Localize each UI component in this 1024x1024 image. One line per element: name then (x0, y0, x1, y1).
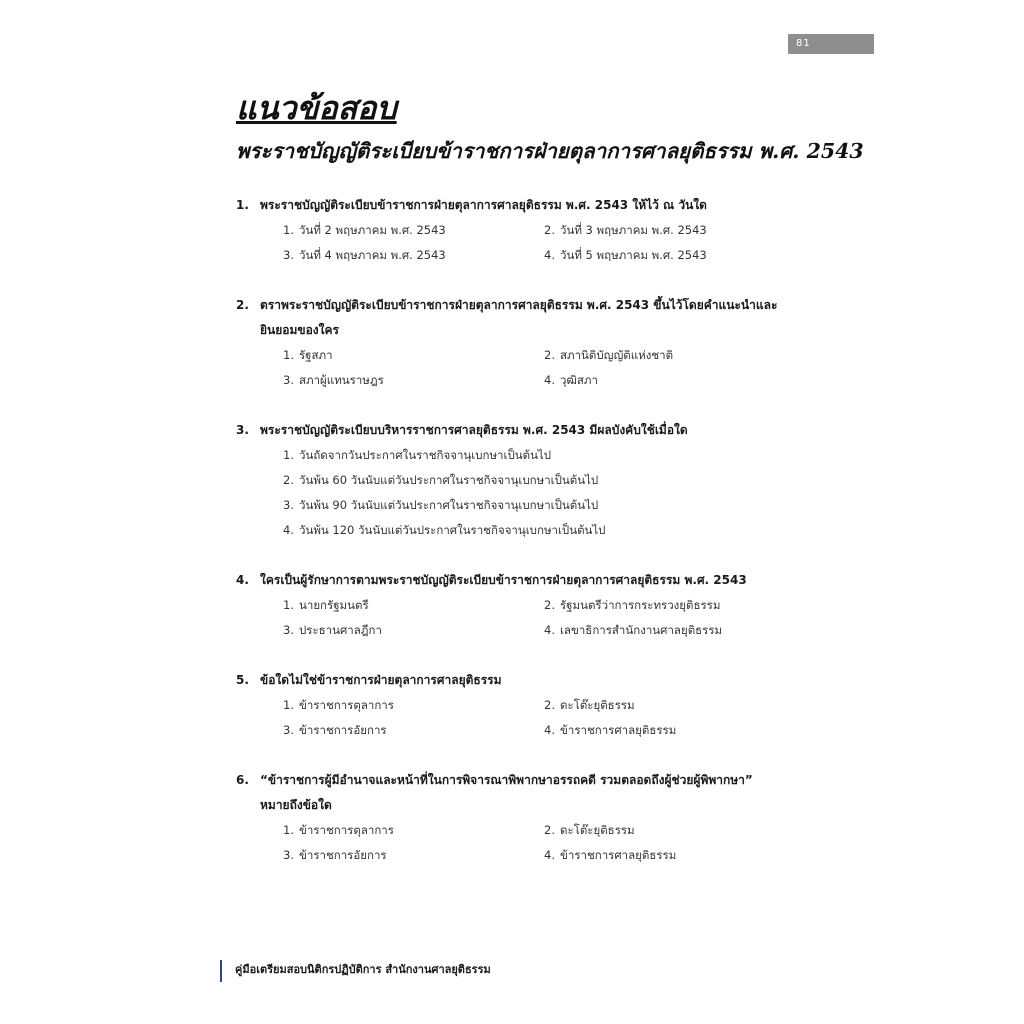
option-text: ข้าราชการศาลยุติธรรม (560, 848, 677, 862)
question-item (236, 293, 796, 393)
question-stem (236, 418, 796, 443)
option-text: วันพ้น 120 วันนับแต่วันประกาศในราชกิจจานุเบกษาเป็นต้นไป (299, 523, 606, 537)
answer-options (236, 218, 796, 268)
question-stem (236, 768, 796, 793)
answer-option (283, 468, 796, 493)
question-stem (236, 193, 796, 218)
option-text: ดะโต๊ะยุติธรรม (560, 698, 635, 712)
answer-option (283, 443, 796, 468)
option-number: 1. (283, 698, 294, 712)
option-number: 3. (283, 498, 294, 512)
question-stem (236, 318, 796, 343)
option-number: 2. (544, 223, 555, 237)
footer-text: คู่มือเตรียมสอบนิติกรปฏิบัติการ สำนักงานศาลยุติธรรม (235, 963, 491, 976)
option-text: ข้าราชการตุลาการ (299, 698, 394, 712)
answer-options (236, 443, 796, 543)
answer-option (283, 618, 544, 643)
question-number: 3. (236, 423, 249, 437)
option-number: 3. (283, 848, 294, 862)
answer-option (544, 843, 784, 868)
answer-option (544, 243, 784, 268)
option-number: 3. (283, 248, 294, 262)
question-number: 1. (236, 198, 249, 212)
answer-option (283, 818, 544, 843)
option-number: 1. (283, 823, 294, 837)
option-text: รัฐสภา (299, 348, 333, 362)
footer-accent-bar (220, 960, 222, 982)
answer-option (283, 843, 544, 868)
option-number: 2. (544, 823, 555, 837)
answer-option (544, 618, 784, 643)
question-text: ยินยอมของใคร (260, 323, 339, 337)
question-stem (236, 293, 796, 318)
answer-option (283, 218, 544, 243)
question-stem (236, 668, 796, 693)
question-item (236, 768, 796, 868)
option-number: 1. (283, 223, 294, 237)
answer-option (283, 693, 544, 718)
question-number: 2. (236, 298, 249, 312)
question-text: ข้อใดไม่ใช่ข้าราชการฝ่ายตุลาการศาลยุติธรรม (260, 673, 502, 687)
question-item (236, 568, 796, 643)
option-number: 2. (544, 598, 555, 612)
answer-option (544, 218, 784, 243)
question-number (236, 793, 260, 818)
option-text: วุฒิสภา (560, 373, 598, 387)
answer-options (236, 593, 796, 643)
answer-option (283, 343, 544, 368)
option-text: วันที่ 2 พฤษภาคม พ.ศ. 2543 (299, 223, 446, 237)
page-number-badge: 81 (788, 34, 874, 54)
option-number: 4. (544, 623, 555, 637)
answer-options (236, 818, 796, 868)
option-number: 4. (544, 373, 555, 387)
option-text: วันพ้น 60 วันนับแต่วันประกาศในราชกิจจานุเบกษาเป็นต้นไป (299, 473, 599, 487)
option-number: 1. (283, 448, 294, 462)
answer-option (283, 368, 544, 393)
answer-options (236, 693, 796, 743)
question-number (236, 318, 260, 343)
option-number: 4. (544, 248, 555, 262)
option-number: 3. (283, 723, 294, 737)
option-number: 2. (544, 348, 555, 362)
option-text: เลขาธิการสำนักงานศาลยุติธรรม (560, 623, 723, 637)
option-text: วันที่ 4 พฤษภาคม พ.ศ. 2543 (299, 248, 446, 262)
question-item (236, 668, 796, 743)
question-item (236, 193, 796, 268)
question-text: “ข้าราชการผู้มีอำนาจและหน้าที่ในการพิจารณาพิพากษาอรรถคดี รวมตลอดถึงผู้ช่วยผู้พิพากษา” (260, 773, 753, 787)
answer-option (544, 593, 784, 618)
option-text: สภานิติบัญญัติแห่งชาติ (560, 348, 674, 362)
page-title: แนวข้อสอบ (236, 89, 397, 127)
question-number: 5. (236, 673, 249, 687)
question-text: ตราพระราชบัญญัติระเบียบข้าราชการฝ่ายตุลาการศาลยุติธรรม พ.ศ. 2543 ขึ้นไว้โดยคำแนะนำและ (260, 298, 778, 312)
option-text: ข้าราชการอัยการ (299, 848, 387, 862)
question-list (236, 193, 796, 893)
option-number: 4. (544, 723, 555, 737)
answer-option (283, 718, 544, 743)
answer-option (283, 243, 544, 268)
option-text: วันที่ 3 พฤษภาคม พ.ศ. 2543 (560, 223, 707, 237)
option-number: 4. (544, 848, 555, 862)
option-text: ประธานศาลฎีกา (299, 623, 382, 637)
question-item (236, 418, 796, 543)
answer-option (283, 518, 796, 543)
question-number: 4. (236, 573, 249, 587)
answer-option (283, 593, 544, 618)
answer-option (544, 718, 784, 743)
option-number: 2. (283, 473, 294, 487)
option-text: วันพ้น 90 วันนับแต่วันประกาศในราชกิจจานุเบกษาเป็นต้นไป (299, 498, 599, 512)
option-number: 3. (283, 623, 294, 637)
question-stem (236, 568, 796, 593)
option-text: ข้าราชการอัยการ (299, 723, 387, 737)
answer-option (544, 343, 784, 368)
option-number: 1. (283, 348, 294, 362)
question-text: ใครเป็นผู้รักษาการตามพระราชบัญญัติระเบียบข้าราชการฝ่ายตุลาการศาลยุติธรรม พ.ศ. 2543 (260, 573, 747, 587)
option-number: 1. (283, 598, 294, 612)
option-text: วันที่ 5 พฤษภาคม พ.ศ. 2543 (560, 248, 707, 262)
question-stem (236, 793, 796, 818)
answer-option (544, 693, 784, 718)
option-number: 4. (283, 523, 294, 537)
option-number: 2. (544, 698, 555, 712)
answer-option (544, 818, 784, 843)
page-subtitle: พระราชบัญญัติระเบียบข้าราชการฝ่ายตุลาการศาลยุติธรรม พ.ศ. 2543 (236, 139, 864, 163)
option-text: ข้าราชการศาลยุติธรรม (560, 723, 677, 737)
option-text: สภาผู้แทนราษฎร (299, 373, 384, 387)
option-text: วันถัดจากวันประกาศในราชกิจจานุเบกษาเป็นต้นไป (299, 448, 552, 462)
option-number: 3. (283, 373, 294, 387)
option-text: รัฐมนตรีว่าการกระทรวงยุติธรรม (560, 598, 721, 612)
question-text: หมายถึงข้อใด (260, 798, 332, 812)
answer-options (236, 343, 796, 393)
question-text: พระราชบัญญัติระเบียบข้าราชการฝ่ายตุลาการศาลยุติธรรม พ.ศ. 2543 ให้ไว้ ณ วันใด (260, 198, 707, 212)
option-text: ดะโต๊ะยุติธรรม (560, 823, 635, 837)
answer-option (544, 368, 784, 393)
question-text: พระราชบัญญัติระเบียบบริหารราชการศาลยุติธรรม พ.ศ. 2543 มีผลบังคับใช้เมื่อใด (260, 423, 688, 437)
option-text: ข้าราชการตุลาการ (299, 823, 394, 837)
option-text: นายกรัฐมนตรี (299, 598, 369, 612)
answer-option (283, 493, 796, 518)
question-number: 6. (236, 773, 249, 787)
